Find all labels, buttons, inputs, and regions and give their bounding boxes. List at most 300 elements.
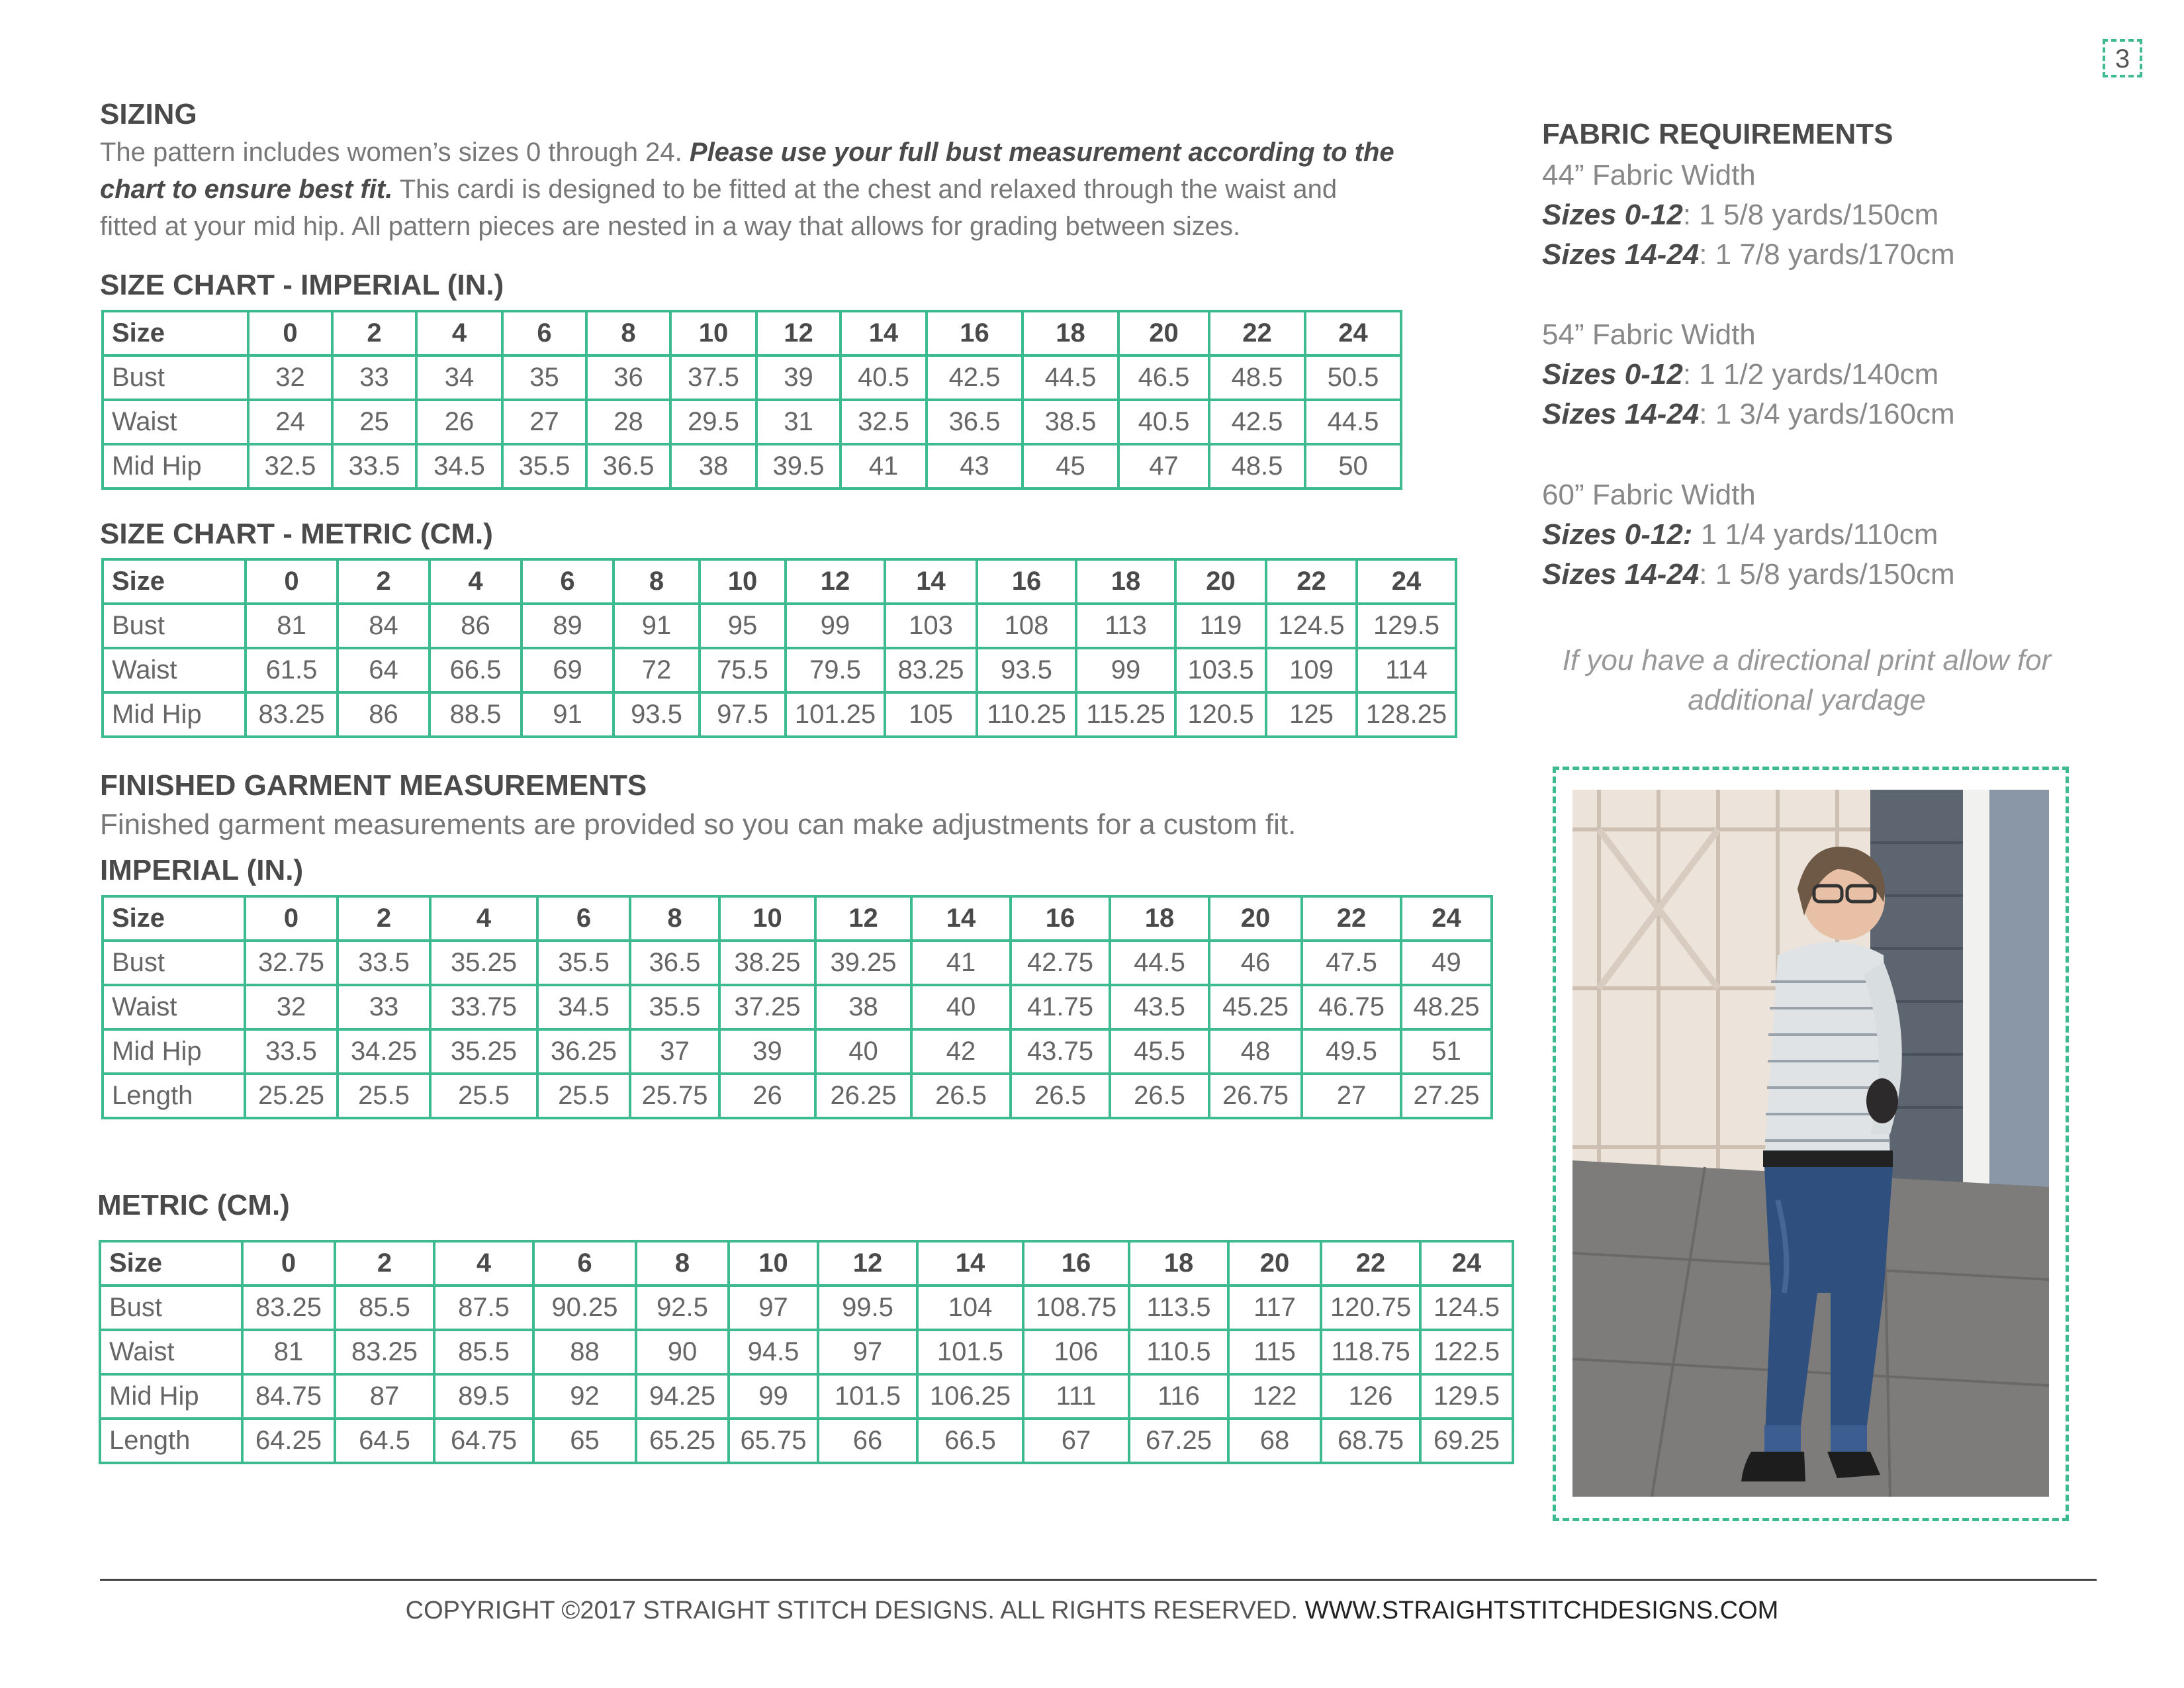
table-row: [100, 1374, 1513, 1419]
size-header-cell: 8: [636, 1241, 729, 1286]
fabric-60-a-value: 1 1/4 yards/110cm: [1692, 518, 1938, 551]
measurement-cell: 33.5: [245, 1029, 338, 1074]
size-header-cell: 22: [1321, 1241, 1420, 1286]
measurement-cell: 25: [332, 400, 416, 444]
measurement-cell: 88.5: [430, 692, 522, 737]
measurement-cell: 101.5: [818, 1374, 917, 1419]
fabric-54-a-label: Sizes 0-12: [1542, 358, 1683, 391]
measurement-cell: 90.25: [533, 1286, 636, 1330]
fabric-width-44: 44” Fabric Width: [1542, 159, 1756, 191]
table-row: [103, 941, 1492, 985]
table-row: [103, 648, 1456, 692]
measurement-cell: 33: [332, 355, 416, 400]
measurement-cell: 26.5: [1011, 1074, 1110, 1118]
sizing-line2-bold: chart to ensure best fit.: [100, 175, 393, 204]
fabric-60-b-value: : 1 5/8 yards/150cm: [1699, 558, 1955, 590]
measurement-cell: 83.25: [335, 1330, 434, 1374]
table-row: [103, 604, 1456, 648]
measurement-cell: 33: [338, 985, 430, 1029]
size-header-cell: 4: [430, 896, 537, 941]
imperial-finished-table: [101, 895, 1493, 1119]
size-header-cell: 10: [670, 311, 756, 355]
measurement-cell: 35.5: [537, 941, 630, 985]
measurement-cell: 115: [1228, 1330, 1321, 1374]
measurement-cell: 26.5: [1110, 1074, 1209, 1118]
measurement-cell: 79.5: [786, 648, 885, 692]
measurement-cell: 113: [1076, 604, 1175, 648]
measurement-cell: 44.5: [1023, 355, 1118, 400]
measurement-cell: 40.5: [841, 355, 927, 400]
measurement-label-cell: Waist: [103, 400, 248, 444]
size-header-cell: 14: [885, 559, 977, 604]
measurement-cell: 47.5: [1302, 941, 1401, 985]
measurement-cell: 32: [245, 985, 338, 1029]
measurement-cell: 27.25: [1401, 1074, 1492, 1118]
table-row: [103, 355, 1401, 400]
measurement-cell: 32.5: [841, 400, 927, 444]
size-header-cell: 18: [1129, 1241, 1228, 1286]
measurement-cell: 37.5: [670, 355, 756, 400]
measurement-cell: 128.25: [1357, 692, 1456, 737]
measurement-cell: 87: [335, 1374, 434, 1419]
finished-heading: FINISHED GARMENT MEASUREMENTS: [100, 769, 647, 802]
measurement-label-cell: Length: [100, 1419, 242, 1463]
size-header-cell: 22: [1302, 896, 1401, 941]
measurement-cell: 48.25: [1401, 985, 1492, 1029]
measurement-cell: 39.5: [756, 444, 841, 489]
measurement-cell: 68.75: [1321, 1419, 1420, 1463]
measurement-label-cell: Bust: [103, 355, 248, 400]
fabric-44-a-value: : 1 5/8 yards/150cm: [1682, 199, 1939, 231]
measurement-cell: 105: [885, 692, 977, 737]
measurement-cell: 29.5: [670, 400, 756, 444]
measurement-cell: 83.25: [246, 692, 338, 737]
table-row: [103, 1029, 1492, 1074]
measurement-cell: 65.25: [636, 1419, 729, 1463]
measurement-cell: 83.25: [885, 648, 977, 692]
sizing-line1-plain: The pattern includes women’s sizes 0 through 24.: [100, 138, 690, 167]
measurement-cell: 48.5: [1209, 355, 1305, 400]
measurement-cell: 66.5: [917, 1419, 1023, 1463]
measurement-cell: 32.5: [248, 444, 332, 489]
measurement-cell: 115.25: [1076, 692, 1175, 737]
size-header-cell: 0: [245, 896, 338, 941]
measurement-cell: 122: [1228, 1374, 1321, 1419]
measurement-cell: 97: [729, 1286, 818, 1330]
measurement-cell: 93.5: [977, 648, 1076, 692]
size-header-cell: 24: [1420, 1241, 1513, 1286]
measurement-cell: 93.5: [614, 692, 700, 737]
measurement-cell: 27: [1302, 1074, 1401, 1118]
measurement-cell: 61.5: [246, 648, 338, 692]
table-row: [100, 1286, 1513, 1330]
measurement-cell: 69: [522, 648, 614, 692]
measurement-cell: 45.25: [1209, 985, 1302, 1029]
fabric-heading: FABRIC REQUIREMENTS: [1542, 118, 1893, 150]
measurement-cell: 120.5: [1175, 692, 1266, 737]
size-header-cell: 18: [1023, 311, 1118, 355]
measurement-cell: 43.75: [1011, 1029, 1110, 1074]
table-row: [103, 400, 1401, 444]
size-label-cell: Size: [103, 311, 248, 355]
measurement-cell: 97.5: [700, 692, 786, 737]
measurement-cell: 33.5: [332, 444, 416, 489]
size-header-cell: 0: [242, 1241, 335, 1286]
measurement-cell: 129.5: [1420, 1374, 1513, 1419]
measurement-cell: 34.5: [537, 985, 630, 1029]
measurement-cell: 25.5: [537, 1074, 630, 1118]
size-header-cell: 12: [756, 311, 841, 355]
measurement-cell: 124.5: [1266, 604, 1357, 648]
measurement-cell: 48: [1209, 1029, 1302, 1074]
measurement-cell: 35.25: [430, 941, 537, 985]
size-header-cell: 6: [522, 559, 614, 604]
measurement-cell: 97: [818, 1330, 917, 1374]
measurement-cell: 65.75: [729, 1419, 818, 1463]
measurement-cell: 50: [1305, 444, 1401, 489]
measurement-cell: 68: [1228, 1419, 1321, 1463]
measurement-cell: 40: [815, 1029, 911, 1074]
measurement-cell: 49.5: [1302, 1029, 1401, 1074]
measurement-cell: 110.5: [1129, 1330, 1228, 1374]
sizing-line3: fitted at your mid hip. All pattern pieces are nested in a way that allows for grading between sizes.: [100, 212, 1241, 241]
measurement-cell: 40.5: [1118, 400, 1209, 444]
imperial-finished-heading: IMPERIAL (IN.): [100, 854, 304, 886]
measurement-cell: 92.5: [636, 1286, 729, 1330]
measurement-cell: 34: [416, 355, 502, 400]
size-header-cell: 24: [1357, 559, 1456, 604]
measurement-cell: 41: [841, 444, 927, 489]
measurement-cell: 83.25: [242, 1286, 335, 1330]
measurement-cell: 38.5: [1023, 400, 1118, 444]
sizing-heading: SIZING: [100, 98, 197, 130]
measurement-cell: 113.5: [1129, 1286, 1228, 1330]
measurement-cell: 43: [927, 444, 1023, 489]
table-header-row: [103, 311, 1401, 355]
measurement-cell: 28: [586, 400, 670, 444]
table-row: [103, 985, 1492, 1029]
measurement-cell: 110.25: [977, 692, 1076, 737]
measurement-cell: 104: [917, 1286, 1023, 1330]
measurement-cell: 25.5: [430, 1074, 537, 1118]
directional-print-note: [1522, 641, 2091, 720]
measurement-cell: 99: [729, 1374, 818, 1419]
sizing-line2-plain: This cardi is designed to be fitted at the chest and relaxed through the waist and: [392, 175, 1338, 204]
measurement-cell: 85.5: [335, 1286, 434, 1330]
measurement-cell: 41.75: [1011, 985, 1110, 1029]
model-photo: [1572, 790, 2049, 1497]
measurement-label-cell: Bust: [103, 941, 245, 985]
measurement-cell: 84: [338, 604, 430, 648]
measurement-cell: 125: [1266, 692, 1357, 737]
measurement-cell: 86: [430, 604, 522, 648]
size-header-cell: 18: [1076, 559, 1175, 604]
measurement-cell: 99: [786, 604, 885, 648]
size-label-cell: Size: [103, 896, 245, 941]
measurement-cell: 36.5: [927, 400, 1023, 444]
finished-text: Finished garment measurements are provided so you can make adjustments for a custom fit.: [100, 808, 1297, 841]
size-header-cell: 0: [246, 559, 338, 604]
size-header-cell: 12: [786, 559, 885, 604]
size-header-cell: 16: [1023, 1241, 1129, 1286]
table-row: [103, 444, 1401, 489]
measurement-cell: 43.5: [1110, 985, 1209, 1029]
measurement-cell: 101.5: [917, 1330, 1023, 1374]
footer: [0, 1597, 2184, 1625]
measurement-cell: 44.5: [1110, 941, 1209, 985]
size-header-cell: 16: [1011, 896, 1110, 941]
measurement-cell: 87.5: [434, 1286, 533, 1330]
measurement-cell: 26.5: [911, 1074, 1011, 1118]
page-number: 3: [2103, 39, 2142, 77]
measurement-cell: 35.5: [502, 444, 586, 489]
measurement-cell: 45.5: [1110, 1029, 1209, 1074]
note-line2: additional yardage: [1688, 684, 1926, 716]
measurement-cell: 38: [670, 444, 756, 489]
imperial-size-table: [101, 310, 1402, 490]
size-header-cell: 18: [1110, 896, 1209, 941]
measurement-cell: 49: [1401, 941, 1492, 985]
size-header-cell: 24: [1305, 311, 1401, 355]
measurement-cell: 25.5: [338, 1074, 430, 1118]
note-line1: If you have a directional print allow for: [1562, 644, 2052, 677]
measurement-cell: 108.75: [1023, 1286, 1129, 1330]
measurement-cell: 35.25: [430, 1029, 537, 1074]
website-link[interactable]: WWW.STRAIGHTSTITCHDESIGNS.COM: [1304, 1597, 1779, 1624]
measurement-cell: 81: [242, 1330, 335, 1374]
measurement-label-cell: Length: [103, 1074, 245, 1118]
size-header-cell: 20: [1118, 311, 1209, 355]
size-header-cell: 10: [700, 559, 786, 604]
measurement-cell: 64.25: [242, 1419, 335, 1463]
size-header-cell: 8: [586, 311, 670, 355]
size-header-cell: 16: [977, 559, 1076, 604]
measurement-cell: 42.5: [1209, 400, 1305, 444]
measurement-label-cell: Waist: [103, 648, 246, 692]
measurement-cell: 39: [756, 355, 841, 400]
size-header-cell: 14: [841, 311, 927, 355]
measurement-cell: 129.5: [1357, 604, 1456, 648]
measurement-cell: 91: [522, 692, 614, 737]
size-label-cell: Size: [100, 1241, 242, 1286]
measurement-cell: 122.5: [1420, 1330, 1513, 1374]
table-header-row: [100, 1241, 1513, 1286]
measurement-cell: 26: [416, 400, 502, 444]
size-header-cell: 0: [248, 311, 332, 355]
measurement-cell: 48.5: [1209, 444, 1305, 489]
size-header-cell: 4: [430, 559, 522, 604]
fabric-44-b-label: Sizes 14-24: [1542, 238, 1700, 271]
measurement-cell: 124.5: [1420, 1286, 1513, 1330]
size-header-cell: 22: [1266, 559, 1357, 604]
measurement-cell: 106: [1023, 1330, 1129, 1374]
measurement-cell: 37: [630, 1029, 719, 1074]
measurement-cell: 32: [248, 355, 332, 400]
measurement-cell: 25.25: [245, 1074, 338, 1118]
footer-rule: [100, 1579, 2097, 1581]
measurement-cell: 46.75: [1302, 985, 1401, 1029]
measurement-cell: 103.5: [1175, 648, 1266, 692]
fabric-group-54: [1542, 315, 1955, 434]
measurement-cell: 42.75: [1011, 941, 1110, 985]
measurement-cell: 75.5: [700, 648, 786, 692]
measurement-label-cell: Waist: [103, 985, 245, 1029]
measurement-cell: 99.5: [818, 1286, 917, 1330]
size-header-cell: 4: [434, 1241, 533, 1286]
size-header-cell: 10: [729, 1241, 818, 1286]
measurement-cell: 106.25: [917, 1374, 1023, 1419]
size-label-cell: Size: [103, 559, 246, 604]
size-header-cell: 6: [533, 1241, 636, 1286]
measurement-cell: 46: [1209, 941, 1302, 985]
measurement-cell: 38: [815, 985, 911, 1029]
size-header-cell: 12: [815, 896, 911, 941]
sizing-paragraph: [100, 134, 1394, 245]
measurement-cell: 39: [719, 1029, 815, 1074]
measurement-cell: 25.75: [630, 1074, 719, 1118]
size-header-cell: 8: [614, 559, 700, 604]
measurement-cell: 36.5: [630, 941, 719, 985]
measurement-cell: 86: [338, 692, 430, 737]
size-header-cell: 2: [332, 311, 416, 355]
size-header-cell: 20: [1175, 559, 1266, 604]
measurement-cell: 109: [1266, 648, 1357, 692]
size-header-cell: 2: [338, 559, 430, 604]
measurement-cell: 67.25: [1129, 1419, 1228, 1463]
measurement-cell: 94.5: [729, 1330, 818, 1374]
measurement-cell: 66: [818, 1419, 917, 1463]
measurement-label-cell: Bust: [103, 604, 246, 648]
size-header-cell: 2: [338, 896, 430, 941]
measurement-cell: 24: [248, 400, 332, 444]
fabric-44-a-label: Sizes 0-12: [1542, 199, 1683, 231]
metric-finished-table: [99, 1240, 1514, 1464]
measurement-cell: 111: [1023, 1374, 1129, 1419]
measurement-cell: 89: [522, 604, 614, 648]
measurement-cell: 116: [1129, 1374, 1228, 1419]
size-header-cell: 14: [917, 1241, 1023, 1286]
measurement-cell: 91: [614, 604, 700, 648]
measurement-cell: 32.75: [245, 941, 338, 985]
table-header-row: [103, 896, 1492, 941]
measurement-cell: 26: [719, 1074, 815, 1118]
fabric-60-a-label: Sizes 0-12:: [1542, 518, 1693, 551]
measurement-label-cell: Mid Hip: [100, 1374, 242, 1419]
fabric-54-b-label: Sizes 14-24: [1542, 398, 1700, 430]
measurement-cell: 64.5: [335, 1419, 434, 1463]
size-header-cell: 14: [911, 896, 1011, 941]
measurement-cell: 72: [614, 648, 700, 692]
measurement-cell: 118.75: [1321, 1330, 1420, 1374]
size-header-cell: 2: [335, 1241, 434, 1286]
measurement-cell: 99: [1076, 648, 1175, 692]
measurement-label-cell: Mid Hip: [103, 1029, 245, 1074]
measurement-cell: 27: [502, 400, 586, 444]
measurement-cell: 94.25: [636, 1374, 729, 1419]
measurement-cell: 108: [977, 604, 1076, 648]
measurement-cell: 42.5: [927, 355, 1023, 400]
measurement-cell: 42: [911, 1029, 1011, 1074]
measurement-cell: 67: [1023, 1419, 1129, 1463]
size-header-cell: 8: [630, 896, 719, 941]
measurement-cell: 90: [636, 1330, 729, 1374]
measurement-label-cell: Waist: [100, 1330, 242, 1374]
measurement-cell: 38.25: [719, 941, 815, 985]
measurement-cell: 47: [1118, 444, 1209, 489]
measurement-cell: 85.5: [434, 1330, 533, 1374]
size-header-cell: 24: [1401, 896, 1492, 941]
measurement-cell: 50.5: [1305, 355, 1401, 400]
fabric-60-b-label: Sizes 14-24: [1542, 558, 1700, 590]
metric-finished-heading: METRIC (CM.): [97, 1189, 290, 1221]
measurement-cell: 66.5: [430, 648, 522, 692]
measurement-cell: 64: [338, 648, 430, 692]
fabric-44-b-value: : 1 7/8 yards/170cm: [1699, 238, 1955, 271]
measurement-cell: 39.25: [815, 941, 911, 985]
table-row: [103, 692, 1456, 737]
measurement-cell: 89.5: [434, 1374, 533, 1419]
measurement-cell: 36: [586, 355, 670, 400]
fabric-width-54: 54” Fabric Width: [1542, 318, 1756, 351]
measurement-label-cell: Mid Hip: [103, 444, 248, 489]
measurement-cell: 126: [1321, 1374, 1420, 1419]
measurement-cell: 31: [756, 400, 841, 444]
measurement-cell: 36.5: [586, 444, 670, 489]
measurement-cell: 45: [1023, 444, 1118, 489]
fabric-group-44: [1542, 156, 1955, 275]
measurement-cell: 114: [1357, 648, 1456, 692]
table-row: [100, 1419, 1513, 1463]
measurement-cell: 35: [502, 355, 586, 400]
table-header-row: [103, 559, 1456, 604]
size-header-cell: 10: [719, 896, 815, 941]
measurement-cell: 26.25: [815, 1074, 911, 1118]
measurement-cell: 26.75: [1209, 1074, 1302, 1118]
table-row: [100, 1330, 1513, 1374]
measurement-cell: 37.25: [719, 985, 815, 1029]
measurement-cell: 69.25: [1420, 1419, 1513, 1463]
fabric-54-b-value: : 1 3/4 yards/160cm: [1699, 398, 1955, 430]
copyright-text: COPYRIGHT ©2017 STRAIGHT STITCH DESIGNS. ALL RIGHTS RESERVED.: [405, 1597, 1305, 1624]
size-header-cell: 6: [502, 311, 586, 355]
measurement-cell: 41: [911, 941, 1011, 985]
size-header-cell: 20: [1228, 1241, 1321, 1286]
measurement-cell: 64.75: [434, 1419, 533, 1463]
sizing-line1-bold: Please use your full bust measurement according to the: [689, 138, 1394, 167]
metric-size-heading: SIZE CHART - METRIC (CM.): [100, 518, 493, 550]
measurement-label-cell: Mid Hip: [103, 692, 246, 737]
measurement-cell: 88: [533, 1330, 636, 1374]
measurement-cell: 51: [1401, 1029, 1492, 1074]
measurement-label-cell: Bust: [100, 1286, 242, 1330]
measurement-cell: 117: [1228, 1286, 1321, 1330]
measurement-cell: 34.25: [338, 1029, 430, 1074]
measurement-cell: 46.5: [1118, 355, 1209, 400]
table-row: [103, 1074, 1492, 1118]
fabric-width-60: 60” Fabric Width: [1542, 479, 1756, 511]
measurement-cell: 65: [533, 1419, 636, 1463]
size-header-cell: 6: [537, 896, 630, 941]
measurement-cell: 120.75: [1321, 1286, 1420, 1330]
size-header-cell: 22: [1209, 311, 1305, 355]
measurement-cell: 101.25: [786, 692, 885, 737]
measurement-cell: 34.5: [416, 444, 502, 489]
measurement-cell: 92: [533, 1374, 636, 1419]
measurement-cell: 36.25: [537, 1029, 630, 1074]
measurement-cell: 35.5: [630, 985, 719, 1029]
measurement-cell: 44.5: [1305, 400, 1401, 444]
measurement-cell: 33.5: [338, 941, 430, 985]
